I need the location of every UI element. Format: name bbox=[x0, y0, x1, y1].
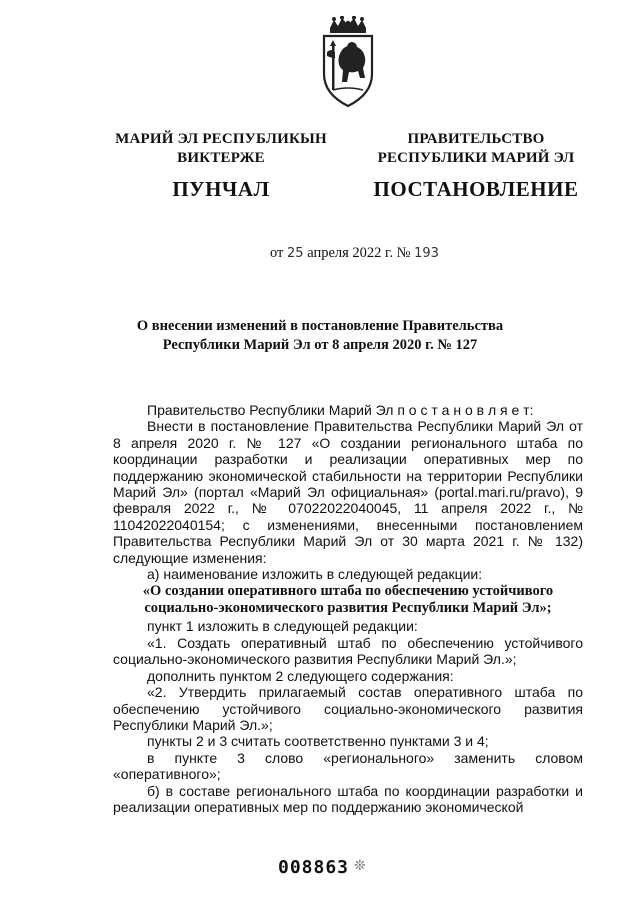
date-day: 25 bbox=[287, 246, 304, 261]
star-mark-icon: ❊ bbox=[354, 858, 366, 874]
body-paragraph: «2. Утвердить прилагаемый состав оперативного штаба по обеспечению устойчивого социально-экономического развития Республики Марий Эл.»; bbox=[113, 684, 583, 733]
body-paragraph: дополнить пунктом 2 следующего содержания: bbox=[147, 667, 454, 684]
body-paragraph: пункт 1 изложить в следующей редакции: bbox=[147, 618, 418, 635]
document-body bbox=[113, 402, 583, 815]
header-right-line2: РЕСПУБЛИКИ МАРИЙ ЭЛ bbox=[377, 150, 575, 166]
title-line2: Республики Марий Эл от 8 апреля 2020 г. № 127 bbox=[162, 337, 478, 353]
title-line1: О внесении изменений в постановление Правительства bbox=[136, 318, 504, 334]
coat-of-arms-emblem bbox=[321, 16, 375, 108]
body-paragraph: а) наименование изложить в следующей редакции: bbox=[147, 566, 483, 583]
body-paragraph: Правительство Республики Марий Эл п о с т а н о в л я е т: bbox=[147, 402, 534, 418]
body-paragraph: б) в составе регионального штаба по координации разработки и реализации оперативных мер по поддержанию экономической bbox=[113, 782, 583, 815]
document-title bbox=[110, 317, 530, 355]
header-left-line1: МАРИЙ ЭЛ РЕСПУБЛИКЫН bbox=[115, 131, 327, 147]
body-bold-quote: «О создании оперативного штаба по обеспечению устойчивого социально-экономического развития Республики Марий Эл»; bbox=[142, 583, 554, 617]
blank-serial-number: 008863 bbox=[278, 857, 350, 878]
header-left-block bbox=[96, 130, 346, 202]
body-paragraph: пункты 2 и 3 считать соответственно пунктами 3 и 4; bbox=[147, 733, 489, 750]
decree-number: 193 bbox=[414, 246, 439, 261]
date-prefix: от bbox=[270, 245, 284, 261]
date-month-year: апреля 2022 г. № bbox=[307, 245, 411, 261]
header-right-doc-type: ПОСТАНОВЛЕНИЕ bbox=[373, 177, 579, 201]
header-right-block bbox=[358, 130, 594, 202]
body-paragraph: Внести в постановление Правительства Республики Марий Эл от 8 апреля 2020 г. № 127 «О создании регионального штаба по координации разработки и реализации оперативных мер по поддержанию экономической стабильности на территории Республики Марий Эл» (портал «Марий Эл официальная» (portal.mari.ru/pravo), 9 февраля 2022 г., № 07022022040045, 11 апреля 2022 г., № 11042022040154; с изменениями, внесенными постановлением Правительства Республики Марий Эл от 30 марта 2021 г. № 132) следующие изменения: bbox=[113, 418, 583, 566]
body-paragraph: в пункте 3 слово «регионального» заменить словом «оперативного»; bbox=[113, 749, 583, 783]
header-left-line2: ВИКТЕРЖЕ bbox=[177, 150, 265, 166]
header-left-doc-type: ПУНЧАЛ bbox=[172, 177, 270, 201]
date-line bbox=[270, 245, 439, 262]
body-paragraph: «1. Создать оперативный штаб по обеспечению устойчивого социально-экономического развития Республики Марий Эл.»; bbox=[113, 634, 583, 668]
header-right-line1: ПРАВИТЕЛЬСТВО bbox=[407, 131, 545, 147]
